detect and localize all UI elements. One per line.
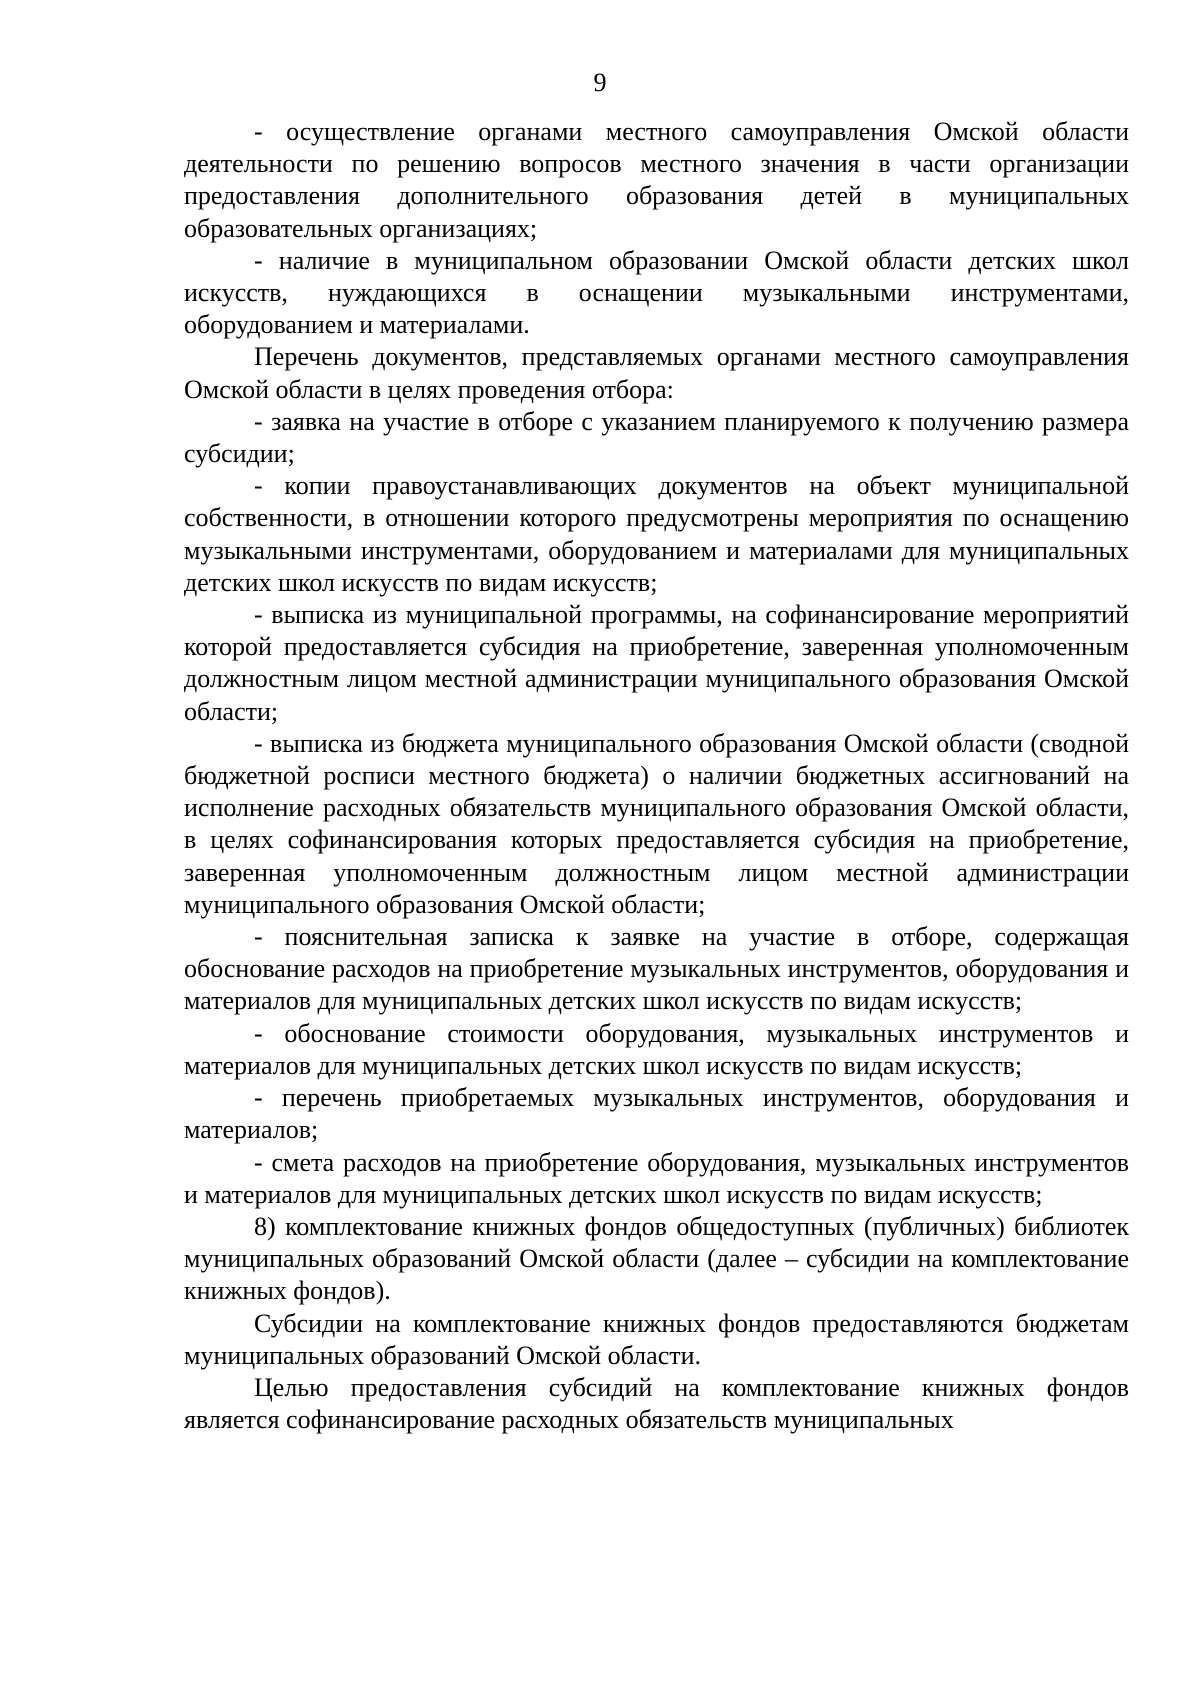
paragraph: - заявка на участие в отборе с указанием планируемого к получению размера субсидии; <box>184 406 1129 469</box>
paragraph: Субсидии на комплектование книжных фондов предоставляются бюджетам муниципальных образований Омской области. <box>184 1308 1129 1370</box>
paragraph: - обоснование стоимости оборудования, музыкальных инструментов и материалов для муниципальных детских школ искусств по видам искусств; <box>184 1018 1129 1080</box>
paragraph: - осуществление органами местного самоуправления Омской области деятельности по решению вопросов местного значения в части организации предоставления дополнительного образования детей в муниципальных образовательных организациях; <box>184 117 1129 243</box>
paragraph: - смета расходов на приобретение оборудования, музыкальных инструментов и материалов для муниципальных детских школ искусств по видам искусств; <box>184 1147 1129 1209</box>
paragraph: - наличие в муниципальном образовании Омской области детских школ искусств, нуждающихся в оснащении музыкальными инструментами, оборудованием и материалами. <box>184 245 1129 340</box>
paragraph: Перечень документов, представляемых органами местного самоуправления Омской области в целях проведения отбора: <box>184 342 1129 404</box>
paragraph: - выписка из муниципальной программы, на софинансирование мероприятий которой предоставляется субсидия на приобретение, заверенная уполномоченным должностным лицом местной администрации муниципального образования Омской области; <box>184 600 1129 726</box>
document-body <box>184 116 1129 1436</box>
paragraph: Целью предоставления субсидий на комплектование книжных фондов является софинансирование расходных обязательств муниципальных <box>184 1372 1129 1435</box>
paragraph: - перечень приобретаемых музыкальных инструментов, оборудования и материалов; <box>184 1083 1129 1145</box>
paragraph: - копии правоустанавливающих документов на объект муниципальной собственности, в отношении которого предусмотрены мероприятия по оснащению музыкальными инструментами, оборудованием и материалами для муниципальных детских школ искусств по видам искусств; <box>184 471 1129 597</box>
paragraph: - пояснительная записка к заявке на участие в отборе, содержащая обоснование расходов на приобретение музыкальных инструментов, оборудования и материалов для муниципальных детских школ искусств по видам искусств; <box>184 922 1129 1016</box>
page-number: 9 <box>593 68 607 97</box>
paragraph: - выписка из бюджета муниципального образования Омской области (сводной бюджетной росписи местного бюджета) о наличии бюджетных ассигнований на исполнение расходных обязательств муниципального образования Омской области, в целях софинансирования которых предоставляется субсидия на приобретение, заверенная уполномоченным должностным лицом местной администрации муниципального образования Омской области; <box>184 728 1129 919</box>
paragraph: 8) комплектование книжных фондов общедоступных (публичных) библиотек муниципальных образований Омской области (далее – субсидии на комплектование книжных фондов). <box>184 1211 1129 1306</box>
